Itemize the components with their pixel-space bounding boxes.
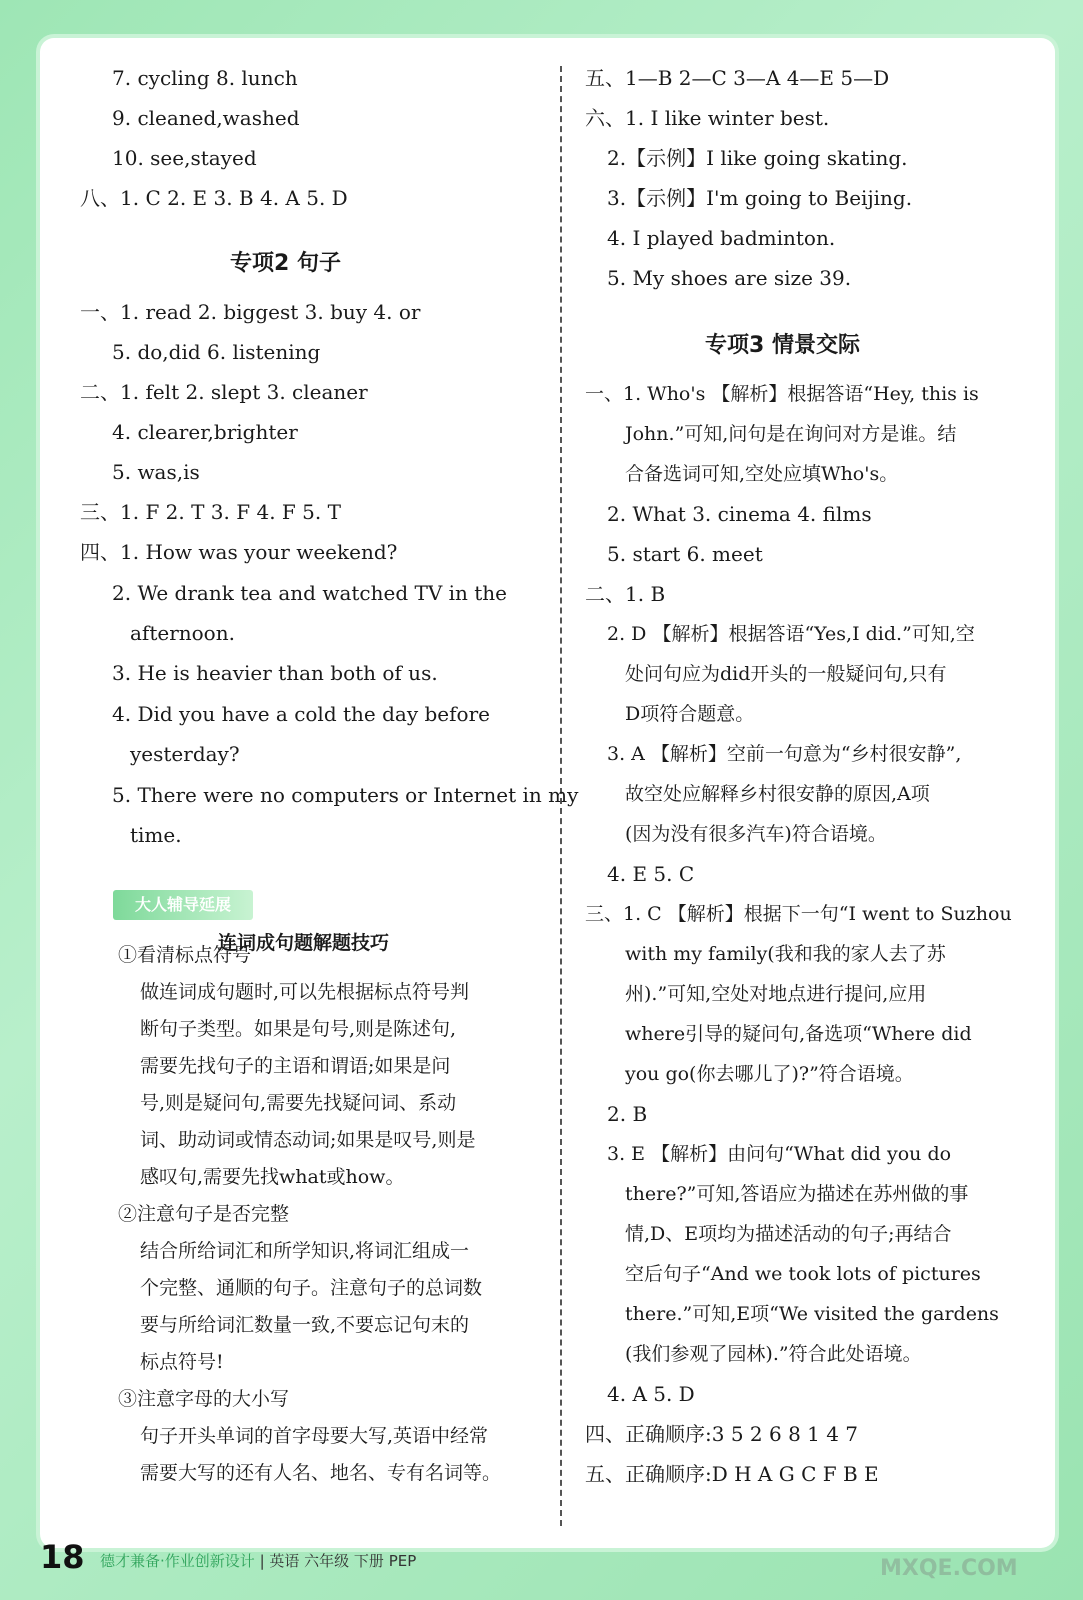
answer-line: time.	[130, 823, 182, 847]
footer-info	[100, 1550, 416, 1571]
tip-title: 连词成句题解题技巧	[218, 932, 390, 954]
answer-line: 四、正确顺序:3 5 2 6 8 1 4 7	[585, 1422, 859, 1446]
answer-line: 故空处应解释乡村很安静的原因,A项	[625, 783, 930, 805]
answer-line: 五、1—B 2—C 3—A 4—E 5—D	[585, 66, 890, 90]
tip-line: 结合所给词汇和所学知识,将词汇组成一	[140, 1240, 470, 1262]
answer-line: 一、1. read 2. biggest 3. buy 4. or	[80, 300, 421, 324]
footer-brand: 德才兼备·作业创新设计	[100, 1552, 255, 1570]
section-title: 专项2 句子	[230, 251, 341, 276]
answer-line: you go(你去哪儿了)?”符合语境。	[625, 1063, 914, 1085]
section-title: 专项3 情景交际	[705, 333, 860, 358]
tip-line: 号,则是疑问句,需要先找疑问词、系动	[140, 1092, 457, 1114]
tip-line: ③注意字母的大小写	[118, 1388, 290, 1410]
tip-line: 断句子类型。如果是句号,则是陈述句,	[140, 1018, 457, 1040]
tip-line: 标点符号!	[140, 1351, 224, 1373]
answer-line: 处问句应为did开头的一般疑问句,只有	[625, 663, 947, 685]
answer-line: 5. start 6. meet	[607, 542, 763, 566]
answer-line: afternoon.	[130, 621, 235, 645]
answer-line: 4. E 5. C	[607, 862, 695, 886]
answer-line: 三、1. F 2. T 3. F 4. F 5. T	[80, 500, 341, 524]
watermark: MXQE.COM	[880, 1556, 1018, 1581]
answer-line: (因为没有很多汽车)符合语境。	[625, 823, 887, 845]
answer-line: where引导的疑问句,备选项“Where did	[625, 1023, 972, 1045]
page-paper	[40, 38, 1055, 1548]
answer-line: 5. was,is	[112, 460, 200, 484]
tip-line: ②注意句子是否完整	[118, 1203, 290, 1225]
answer-line: 二、1. B	[585, 582, 666, 606]
answer-line: John.”可知,问句是在询问对方是谁。结	[625, 423, 957, 445]
answer-line: 2.【示例】I like going skating.	[607, 146, 908, 170]
tip-line: 感叹句,需要先找what或how。	[140, 1166, 405, 1188]
answer-line: 一、1. Who's 【解析】根据答语“Hey, this is	[585, 383, 979, 405]
answer-line: 7. cycling 8. lunch	[112, 66, 298, 90]
answer-line: 情,D、E项均为描述活动的句子;再结合	[625, 1223, 952, 1245]
answer-line: (我们参观了园林).”符合此处语境。	[625, 1343, 922, 1365]
tip-line: 需要大写的还有人名、地名、专有名词等。	[140, 1462, 502, 1484]
page-number: 18	[40, 1538, 85, 1576]
answer-line: 二、1. felt 2. slept 3. cleaner	[80, 380, 368, 404]
footer-meta: | 英语 六年级 下册 PEP	[259, 1552, 417, 1570]
tip-line: ①看清标点符号	[118, 944, 252, 966]
answer-line: 五、正确顺序:D H A G C F B E	[585, 1462, 879, 1486]
answer-line: 合备选词可知,空处应填Who's。	[625, 463, 899, 485]
answer-line: 2. We drank tea and watched TV in the	[112, 581, 508, 605]
answer-line: 3. A 【解析】空前一句意为“乡村很安静”,	[607, 743, 962, 765]
answer-line: 三、1. C 【解析】根据下一句“I went to Suzhou	[585, 903, 1012, 925]
tip-line: 要与所给词汇数量一致,不要忘记句末的	[140, 1314, 470, 1336]
answer-line: 2. What 3. cinema 4. films	[607, 502, 872, 526]
tip-line: 做连词成句题时,可以先根据标点符号判	[140, 981, 470, 1003]
answer-line: 2. D 【解析】根据答语“Yes,I did.”可知,空	[607, 623, 975, 645]
answer-line: D项符合题意。	[625, 703, 755, 725]
tip-line: 需要先找句子的主语和谓语;如果是问	[140, 1055, 451, 1077]
answer-line: 10. see,stayed	[112, 146, 257, 170]
answer-line: 4. Did you have a cold the day before	[112, 702, 490, 726]
answer-line: 空后句子“And we took lots of pictures	[625, 1263, 981, 1285]
answer-line: 4. clearer,brighter	[112, 420, 298, 444]
tip-line: 词、助动词或情态动词;如果是叹号,则是	[140, 1129, 476, 1151]
answer-line: 5. My shoes are size 39.	[607, 266, 852, 290]
answer-line: 3. E 【解析】由问句“What did you do	[607, 1143, 952, 1165]
answer-line: 4. I played badminton.	[607, 226, 836, 250]
answer-line: 2. B	[607, 1102, 648, 1126]
answer-line: 4. A 5. D	[607, 1382, 695, 1406]
tip-line: 句子开头单词的首字母要大写,英语中经常	[140, 1425, 489, 1447]
answer-line: with my family(我和我的家人去了苏	[625, 943, 946, 965]
answer-line: 5. do,did 6. listening	[112, 340, 321, 364]
answer-line: 六、1. I like winter best.	[585, 106, 830, 130]
answer-line: 四、1. How was your weekend?	[80, 540, 398, 564]
answer-line: 5. There were no computers or Internet in my	[112, 783, 579, 807]
answer-line: 3. He is heavier than both of us.	[112, 661, 438, 685]
answer-line: 八、1. C 2. E 3. B 4. A 5. D	[80, 186, 348, 210]
answer-line: 9. cleaned,washed	[112, 106, 300, 130]
answer-line: yesterday?	[130, 742, 240, 766]
tip-badge: 大人辅导延展	[113, 890, 253, 920]
answer-line: there.”可知,E项“We visited the gardens	[625, 1303, 999, 1325]
answer-line: 州).”可知,空处对地点进行提问,应用	[625, 983, 927, 1005]
answer-line: 3.【示例】I'm going to Beijing.	[607, 186, 913, 210]
answer-line: there?”可知,答语应为描述在苏州做的事	[625, 1183, 969, 1205]
tip-line: 个完整、通顺的句子。注意句子的总词数	[140, 1277, 483, 1299]
